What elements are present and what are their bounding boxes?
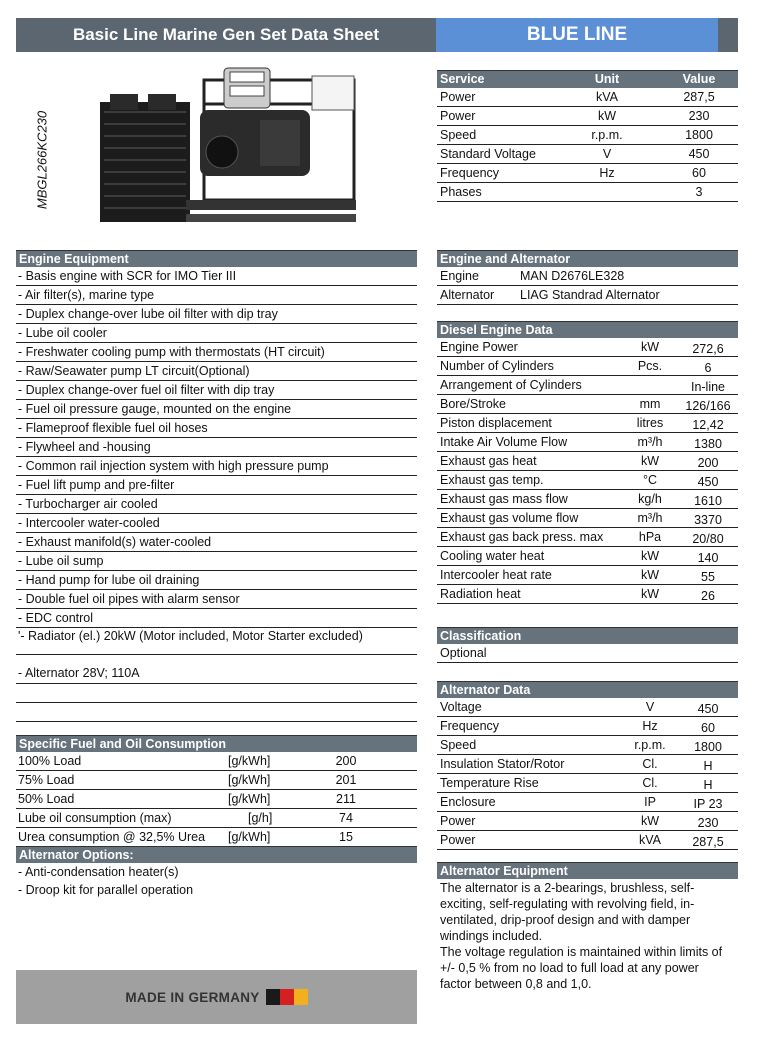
equipment-item: - Basis engine with SCR for IMO Tier III [18,269,237,283]
equipment-item: - Duplex change-over lube oil filter with dip tray [18,307,278,321]
param-unit: litres [636,416,664,430]
table-row [16,790,417,809]
param-unit: mm [639,397,661,411]
param-value: 60 [701,721,715,735]
param-unit: kW [640,568,660,582]
service-table [437,70,738,202]
param-value: 1610 [694,494,722,508]
table-row [437,566,738,585]
param-value: IP 23 [693,797,723,811]
made-in-germany-text: MADE IN GERMANY [125,989,260,1005]
component-value: MAN D2676LE328 [520,269,625,283]
param-value: 126/166 [685,399,731,413]
consumption-value: 200 [335,754,357,768]
param-value: 272,6 [692,342,724,356]
table-row [437,717,738,736]
table-row [437,644,738,663]
table-row [437,107,738,126]
param-value: 3370 [694,513,722,527]
param-unit: °C [642,473,658,487]
alternator-description [437,879,738,992]
description-line: exciting, self-regulating with revolving field, in- [440,897,695,911]
param-label: Speed [440,738,477,752]
param-value: 287,5 [692,835,724,849]
table-row [437,736,738,755]
param-label: Enclosure [440,795,496,809]
table-row [16,752,417,771]
service-unit: kVA [596,90,618,104]
param-unit: hPa [638,530,662,544]
service-name: Phases [440,185,482,199]
list-item [16,400,417,419]
description-line: +/- 0,5 % from no load to full load at any power [440,961,699,975]
alternator-data [437,681,738,850]
consumption-value: 201 [335,773,357,787]
param-label: Temperature Rise [440,776,539,790]
list-item [16,419,417,438]
engine-equipment-title: Engine Equipment [16,250,417,267]
made-in-germany-badge [16,970,417,1024]
param-value: 1800 [694,740,722,754]
table-row [437,452,738,471]
param-unit: kW [640,587,660,601]
equipment-item: - Raw/Seawater pump LT circuit(Optional) [18,364,250,378]
list-item [16,267,417,286]
model-code [32,100,52,220]
param-label: Exhaust gas temp. [440,473,544,487]
param-unit: kVA [639,833,661,847]
consumption-label: 50% Load [18,792,75,806]
description-line: ventilated, drip-proof design and with damper [440,913,691,927]
equipment-item: - Flameproof flexible fuel oil hoses [18,421,208,435]
equipment-item: - Air filter(s), marine type [18,288,155,302]
list-item [16,476,417,495]
param-unit: IP [644,795,656,809]
table-row [437,528,738,547]
equipment-item: - Double fuel oil pipes with alarm sensor [18,592,240,606]
table-row [437,831,738,850]
service-name: Power [440,109,476,123]
list-item [16,628,417,655]
description-line: The alternator is a 2-bearings, brushless, self- [440,881,695,895]
table-row [437,126,738,145]
table-row [437,88,738,107]
param-unit: Cl. [642,776,658,790]
service-value: 1800 [685,128,713,142]
list-item [16,343,417,362]
param-value: 12,42 [692,418,724,432]
consumption-label: Urea consumption @ 32,5% Urea [18,830,206,844]
table-row [437,357,738,376]
service-unit: r.p.m. [591,128,623,142]
component-value: LIAG Standrad Alternator [520,288,660,302]
fuel-consumption-title: Specific Fuel and Oil Consumption [16,735,417,752]
list-item [16,438,417,457]
alternator-equipment [437,862,738,992]
consumption-value: 15 [339,830,353,844]
equipment-item: - Fuel oil pressure gauge, mounted on the engine [18,402,292,416]
param-unit: m³/h [637,435,663,449]
equipment-item: - Hand pump for lube oil draining [18,573,200,587]
param-value: 450 [697,702,719,716]
list-item [16,590,417,609]
equipment-item: - Turbocharger air cooled [18,497,158,511]
list-item [16,552,417,571]
classification-value: Optional [440,646,487,660]
param-label: Exhaust gas mass flow [440,492,568,506]
description-line: factor between 0,8 and 1,0. [440,977,592,991]
flag-stripe-gold [294,989,308,1005]
service-value: 230 [688,109,710,123]
service-table-header [437,70,738,88]
param-unit: V [645,700,655,714]
diesel-engine-title: Diesel Engine Data [437,321,738,338]
param-label: Intake Air Volume Flow [440,435,568,449]
table-row [437,812,738,831]
param-unit: Hz [642,719,658,733]
consumption-unit: [g/kWh] [228,792,271,806]
param-value: 140 [697,551,719,565]
list-item [16,495,417,514]
param-value: 200 [697,456,719,470]
service-value: 60 [692,166,706,180]
param-label: Exhaust gas back press. max [440,530,604,544]
list-item [16,514,417,533]
list-item [16,324,417,343]
param-value: 55 [701,570,715,584]
list-item [16,609,417,628]
table-row [437,793,738,812]
equipment-item: - Intercooler water-cooled [18,516,160,530]
unit-col-header: Unit [594,72,620,86]
param-label: Insulation Stator/Rotor [440,757,565,771]
table-row [437,395,738,414]
param-unit: Pcs. [637,359,663,373]
consumption-unit: [g/h] [248,811,273,825]
table-row [437,338,738,357]
classification [437,627,738,663]
description-line: windings included. [440,929,543,943]
equipment-item: - Lube oil cooler [18,326,107,340]
diesel-engine-data [437,321,738,604]
list-item [16,381,417,400]
equipment-item: '- Radiator (el.) 20kW (Motor included, Motor Starter excluded) [18,629,363,643]
classification-title: Classification [437,627,738,644]
param-value: H [703,778,713,792]
param-unit: r.p.m. [634,738,666,752]
param-unit: kW [640,814,660,828]
alternator-options-title: Alternator Options: [16,846,417,863]
service-value: 287,5 [683,90,715,104]
list-item [16,571,417,590]
engine-and-alternator [437,250,738,305]
table-row [437,267,738,286]
list-item [16,533,417,552]
consumption-label: 100% Load [18,754,82,768]
service-col-header: Service [440,72,485,86]
table-row [437,145,738,164]
list-item [16,362,417,381]
param-label: Power [440,833,476,847]
equipment-item: - Exhaust manifold(s) water-cooled [18,535,212,549]
equipment-item: - Common rail injection system with high pressure pump [18,459,329,473]
value-col-header: Value [682,72,716,86]
param-value: 26 [701,589,715,603]
param-value: 20/80 [692,532,724,546]
param-unit: kW [640,340,660,354]
param-label: Arrangement of Cylinders [440,378,582,392]
table-row [16,828,417,846]
consumption-value: 211 [336,792,356,806]
header-end-cap [718,18,738,52]
flag-stripe-black [266,989,280,1005]
service-value: 450 [688,147,710,161]
service-name: Frequency [440,166,500,180]
equipment-item: - EDC control [18,611,94,625]
empty-row [16,703,417,722]
param-label: Number of Cylinders [440,359,554,373]
equipment-item: - Fuel lift pump and pre-filter [18,478,175,492]
flag-stripe-red [280,989,294,1005]
list-item: - Droop kit for parallel operation [18,883,194,897]
engine-alternator-title: Engine and Alternator [437,250,738,267]
table-row [437,183,738,202]
param-unit: kW [640,454,660,468]
param-label: Frequency [440,719,500,733]
alternator-equipment-title: Alternator Equipment [437,862,738,879]
list-item [16,286,417,305]
param-label: Piston displacement [440,416,552,430]
table-row [437,547,738,566]
param-unit: Cl. [642,757,658,771]
param-value: In-line [690,380,726,394]
consumption-label: 75% Load [18,773,75,787]
param-unit: m³/h [637,511,663,525]
table-row [437,433,738,452]
table-row [16,771,417,790]
equipment-item: - Lube oil sump [18,554,104,568]
empty-row [16,684,417,703]
equipment-item: - Freshwater cooling pump with thermostats (HT circuit) [18,345,325,359]
consumption-unit: [g/kWh] [228,773,271,787]
param-value: 1380 [694,437,722,451]
param-value: 6 [704,361,712,375]
param-label: Radiation heat [440,587,521,601]
param-value: H [703,759,713,773]
table-row [437,755,738,774]
table-row [437,471,738,490]
service-name: Speed [440,128,477,142]
table-row [437,164,738,183]
table-row [437,414,738,433]
param-label: Engine Power [440,340,518,354]
engine-equipment [16,250,417,741]
alternator-data-title: Alternator Data [437,681,738,698]
table-row [437,509,738,528]
param-value: 230 [697,816,719,830]
param-label: Cooling water heat [440,549,545,563]
component-label: Engine [440,269,479,283]
brand-label: BLUE LINE [436,18,718,52]
equipment-item: - Flywheel and -housing [18,440,151,454]
service-value: 3 [695,185,703,199]
consumption-unit: [g/kWh] [228,754,271,768]
table-row [437,774,738,793]
fuel-consumption [16,735,417,899]
consumption-unit: [g/kWh] [228,830,271,844]
param-unit: kg/h [638,492,662,506]
table-row [437,376,738,395]
list-item [16,305,417,324]
param-label: Exhaust gas heat [440,454,537,468]
table-row [437,698,738,717]
param-label: Voltage [440,700,482,714]
service-unit: kW [597,109,617,123]
table-row [437,585,738,604]
service-unit: Hz [599,166,615,180]
consumption-label: Lube oil consumption (max) [18,811,172,825]
model-code-text: MBGL266KC230 [34,110,50,210]
list-item [16,665,417,684]
service-unit: V [602,147,612,161]
list-item [16,457,417,476]
param-unit: kW [640,549,660,563]
table-row [437,490,738,509]
consumption-value: 74 [339,811,353,825]
description-line: The voltage regulation is maintained within limits of [440,945,723,959]
document-title: Basic Line Marine Gen Set Data Sheet [16,18,436,52]
param-label: Power [440,814,476,828]
table-row [16,809,417,828]
table-row [437,286,738,305]
equipment-item: - Alternator 28V; 110A [18,666,140,680]
param-label: Bore/Stroke [440,397,507,411]
genset-image [100,64,360,234]
param-value: 450 [697,475,719,489]
component-label: Alternator [440,288,495,302]
equipment-item: - Duplex change-over fuel oil filter with dip tray [18,383,275,397]
param-label: Intercooler heat rate [440,568,552,582]
service-name: Standard Voltage [440,147,536,161]
service-name: Power [440,90,476,104]
list-item: - Anti-condensation heater(s) [18,865,179,879]
param-label: Exhaust gas volume flow [440,511,579,525]
